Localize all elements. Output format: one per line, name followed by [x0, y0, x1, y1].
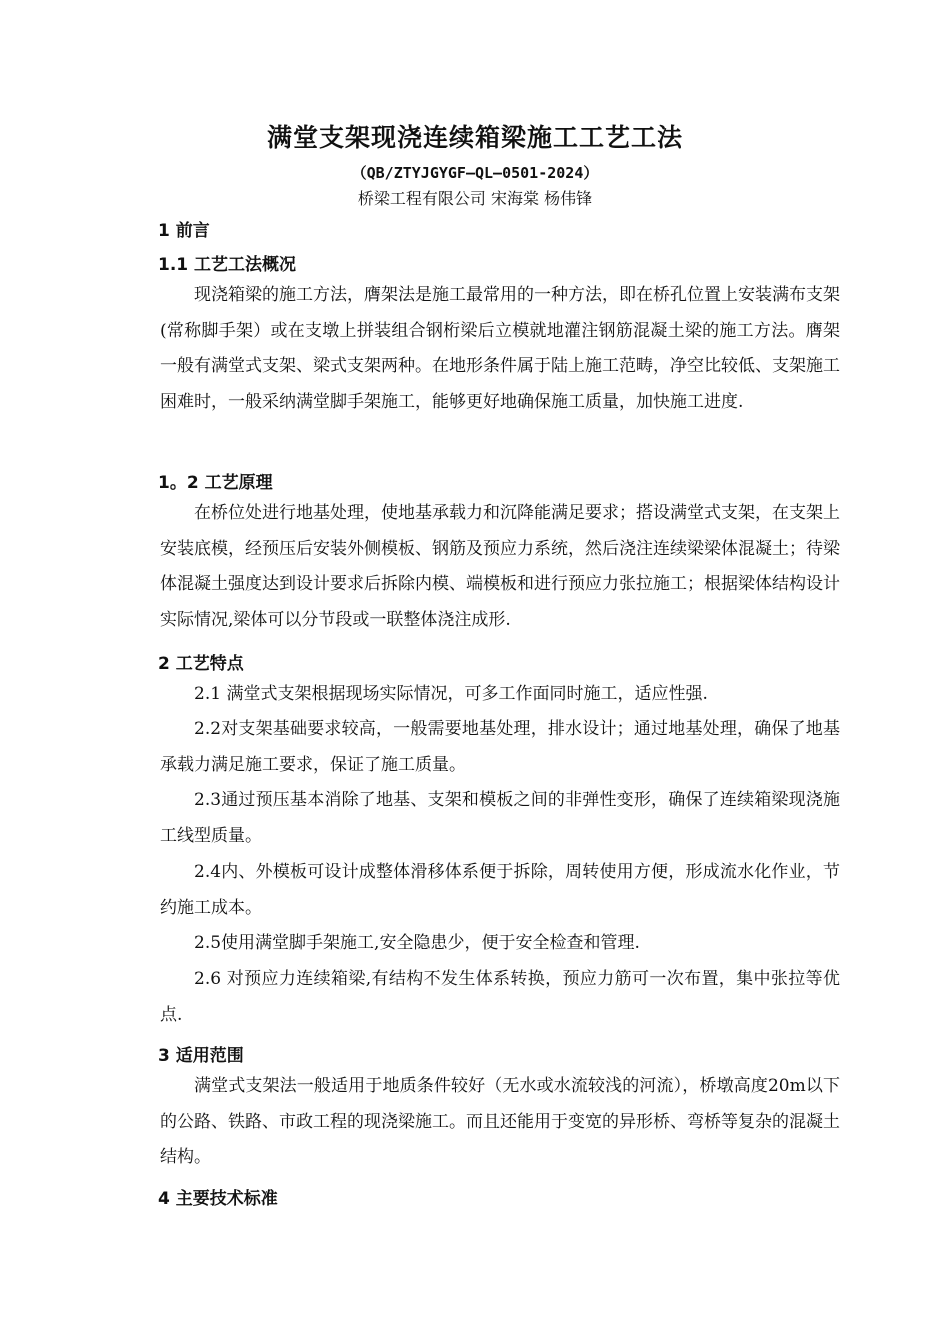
- heading-preface: 1 前言: [158, 221, 210, 241]
- paragraph-overview: 现浇箱梁的施工方法，膺架法是施工最常用的一种方法，即在桥孔位置上安装满布支架(常称脚手架）或在支墩上拼装组合钢桁梁后立模就地灌注钢筋混凝土梁的施工方法。膺架一般有满堂式支架、梁式支架两种。在地形条件属于陆上施工范畴，净空比较低、支架施工困难时，一般采纳满堂脚手架施工，能够更好地确保施工质量，加快施工进度.: [160, 285, 840, 412]
- heading-principle: 1。2 工艺原理: [158, 473, 273, 493]
- heading-scope: 3 适用范围: [158, 1046, 244, 1066]
- document-title: 满堂支架现浇连续箱梁施工工艺工法: [266, 123, 683, 152]
- heading-features: 2 工艺特点: [158, 654, 244, 674]
- paragraph-feature-2-1: 2.1 满堂式支架根据现场实际情况，可多工作面同时施工，适应性强.: [194, 684, 708, 704]
- paragraph-feature-2-2: 2.2对支架基础要求较高，一般需要地基处理，排水设计；通过地基处理，确保了地基承载力满足施工要求，保证了施工质量。: [160, 719, 840, 775]
- paragraph-scope: 满堂式支架法一般适用于地质条件较好（无水或水流较浅的河流），桥墩高度20m以下的公路、铁路、市政工程的现浇梁施工。而且还能用于变宽的异形桥、弯桥等复杂的混凝土结构。: [160, 1076, 840, 1167]
- paragraph-feature-2-6: 2.6 对预应力连续箱梁,有结构不发生体系转换，预应力筋可一次布置，集中张拉等优点.: [160, 969, 840, 1025]
- document-code: （QB/ZTYJGYGF—QL—0501-2024）: [351, 164, 599, 182]
- paragraph-feature-2-4: 2.4内、外模板可设计成整体滑移体系便于拆除，周转使用方便，形成流水化作业，节约施工成本。: [160, 862, 840, 918]
- heading-overview: 1.1 工艺工法概况: [158, 255, 297, 275]
- paragraph-feature-2-5: 2.5使用满堂脚手架施工,安全隐患少，便于安全检查和管理.: [194, 933, 640, 953]
- paragraph-principle: 在桥位处进行地基处理，使地基承载力和沉降能满足要求；搭设满堂式支架，在支架上安装底模，经预压后安装外侧模板、钢筋及预应力系统，然后浇注连续梁梁体混凝土；待梁体混凝土强度达到设计要求后拆除内模、端模板和进行预应力张拉施工；根据梁体结构设计实际情况,梁体可以分节段或一联整体浇注成形.: [160, 503, 840, 630]
- paragraph-feature-2-3: 2.3通过预压基本消除了地基、支架和模板之间的非弹性变形，确保了连续箱梁现浇施工线型质量。: [160, 790, 840, 846]
- heading-technical-standards: 4 主要技术标准: [158, 1189, 278, 1209]
- document-authors: 桥梁工程有限公司 宋海棠 杨伟锋: [357, 189, 593, 208]
